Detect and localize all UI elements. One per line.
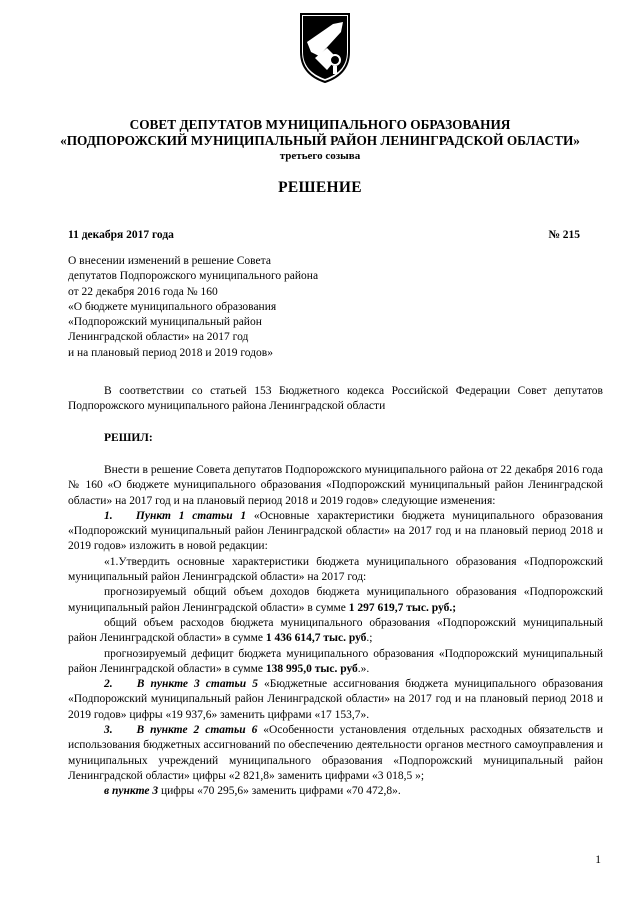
deficit-end: .». [357,662,370,675]
deficit-paragraph [68,647,603,678]
item-2 [68,677,603,723]
subject-line: «Подпорожский муниципальный район [68,316,262,329]
subject-line: депутатов Подпорожского муниципального района [68,270,319,283]
item-1-text: «Основные характеристики бюджета муниципального образования «Подпорожский муниципальный район Ленинградской области» на 2017 год и на плановый период 2018 и 2019 годов» изложить в новой редакции: [68,509,604,553]
item-1 [68,509,603,555]
subject-line: Ленинградской области» на 2017 год [68,331,249,344]
expense-amount: 1 436 614,7 тыс. руб [265,632,367,645]
decision-subject [68,254,368,361]
item-3b-ref: в пункте 3 [104,785,159,798]
document-type-title: РЕШЕНИЕ [278,179,362,196]
subject-line: и на плановый период 2018 и 2019 годов» [68,346,273,359]
deficit-text: прогнозируемый дефицит бюджета муниципального образования «Подпорожский муниципальный район Ленинградской области» в сумме [68,647,603,675]
preamble-block [68,384,603,415]
decision-date: 11 декабря 2017 года [68,229,174,241]
subject-line: О внесении изменений в решение Совета [68,255,271,267]
income-end: ; [452,601,457,614]
item-1-sub: «1.Утвердить основные характеристики бюджета муниципального образования «Подпорожский муниципальный район Ленинградской области» на 2017 год: [68,555,603,584]
main-body [68,463,603,800]
item-3 [68,723,603,784]
item-3-text: «Особенности установления отдельных расходных обязательств и использования бюджетных ассигнований по обеспечению деятельности органов местного самоуправления и муниципальных учреждений муниципального образования «Подпорожский муниципальный район Ленинградской области» цифры «2 821,8» заменить цифрами «3 018,5 »; [68,724,604,782]
item-2-ref: В пункте 3 статьи 5 [136,678,258,691]
subject-line: от 22 декабря 2016 года № 160 [68,285,218,298]
item-1-number: 1. [104,509,113,522]
item-3-ref: В пункте 2 статьи 6 [136,724,258,737]
intro-paragraph: Внести в решение Совета депутатов Подпорожского муниципального района от 22 декабря 2016 года № 160 «О бюджете муниципального образования «Подпорожский муниципальный район Ленинградской области» на 2017 год и на плановый период 2018 и 2019 годов» следующие изменения: [68,464,603,507]
expense-end: .; [366,632,373,645]
item-3-number: 3. [104,724,113,737]
council-name-line1: СОВЕТ ДЕПУТАТОВ МУНИЦИПАЛЬНОГО ОБРАЗОВАНИЯ [129,117,511,132]
resolved-heading: РЕШИЛ: [104,432,153,444]
decision-number: № 215 [548,229,580,241]
council-name-line2: «ПОДПОРОЖСКИЙ МУНИЦИПАЛЬНЫЙ РАЙОН ЛЕНИНГРАДСКОЙ ОБЛАСТИ» [60,133,580,148]
item-1-ref: Пункт 1 статьи 1 [135,509,247,522]
expense-text: общий объем расходов бюджета муниципального образования «Подпорожский муниципальный район Ленинградской области» в сумме [68,616,603,645]
deficit-amount: 138 995,0 тыс. руб [265,662,358,675]
subject-line: «О бюджете муниципального образования [68,300,277,313]
item-3b-text: цифры «70 295,6» заменить цифрами «70 472,8». [158,785,401,798]
preamble: В соответствии со статьей 153 Бюджетного кодекса Российской Федерации Совет депутатов Подпорожского муниципального района Ленинградской области [68,385,603,413]
income-amount: 1 297 619,7 тыс. руб. [348,601,453,614]
page-number: 1 [595,854,601,866]
income-paragraph [68,585,603,616]
income-text: прогнозируемый общий объем доходов бюджета муниципального образования «Подпорожский муниципальный район Ленинградской области» в сумме [68,586,603,614]
item-3b [68,784,603,799]
expense-paragraph [68,616,603,647]
item-2-text: «Бюджетные ассигнования бюджета муниципального образования «Подпорожский муниципальный район Ленинградской области» на 2017 год и на плановый период 2018 и 2019 годов» цифры «19 937,6» заменить цифрами «17 153,7». [68,678,604,721]
convocation: третьего созыва [279,150,361,162]
date-number-line [68,228,580,242]
coat-of-arms-emblem [297,12,353,84]
item-2-number: 2. [104,678,113,691]
resolved-block [68,431,603,446]
